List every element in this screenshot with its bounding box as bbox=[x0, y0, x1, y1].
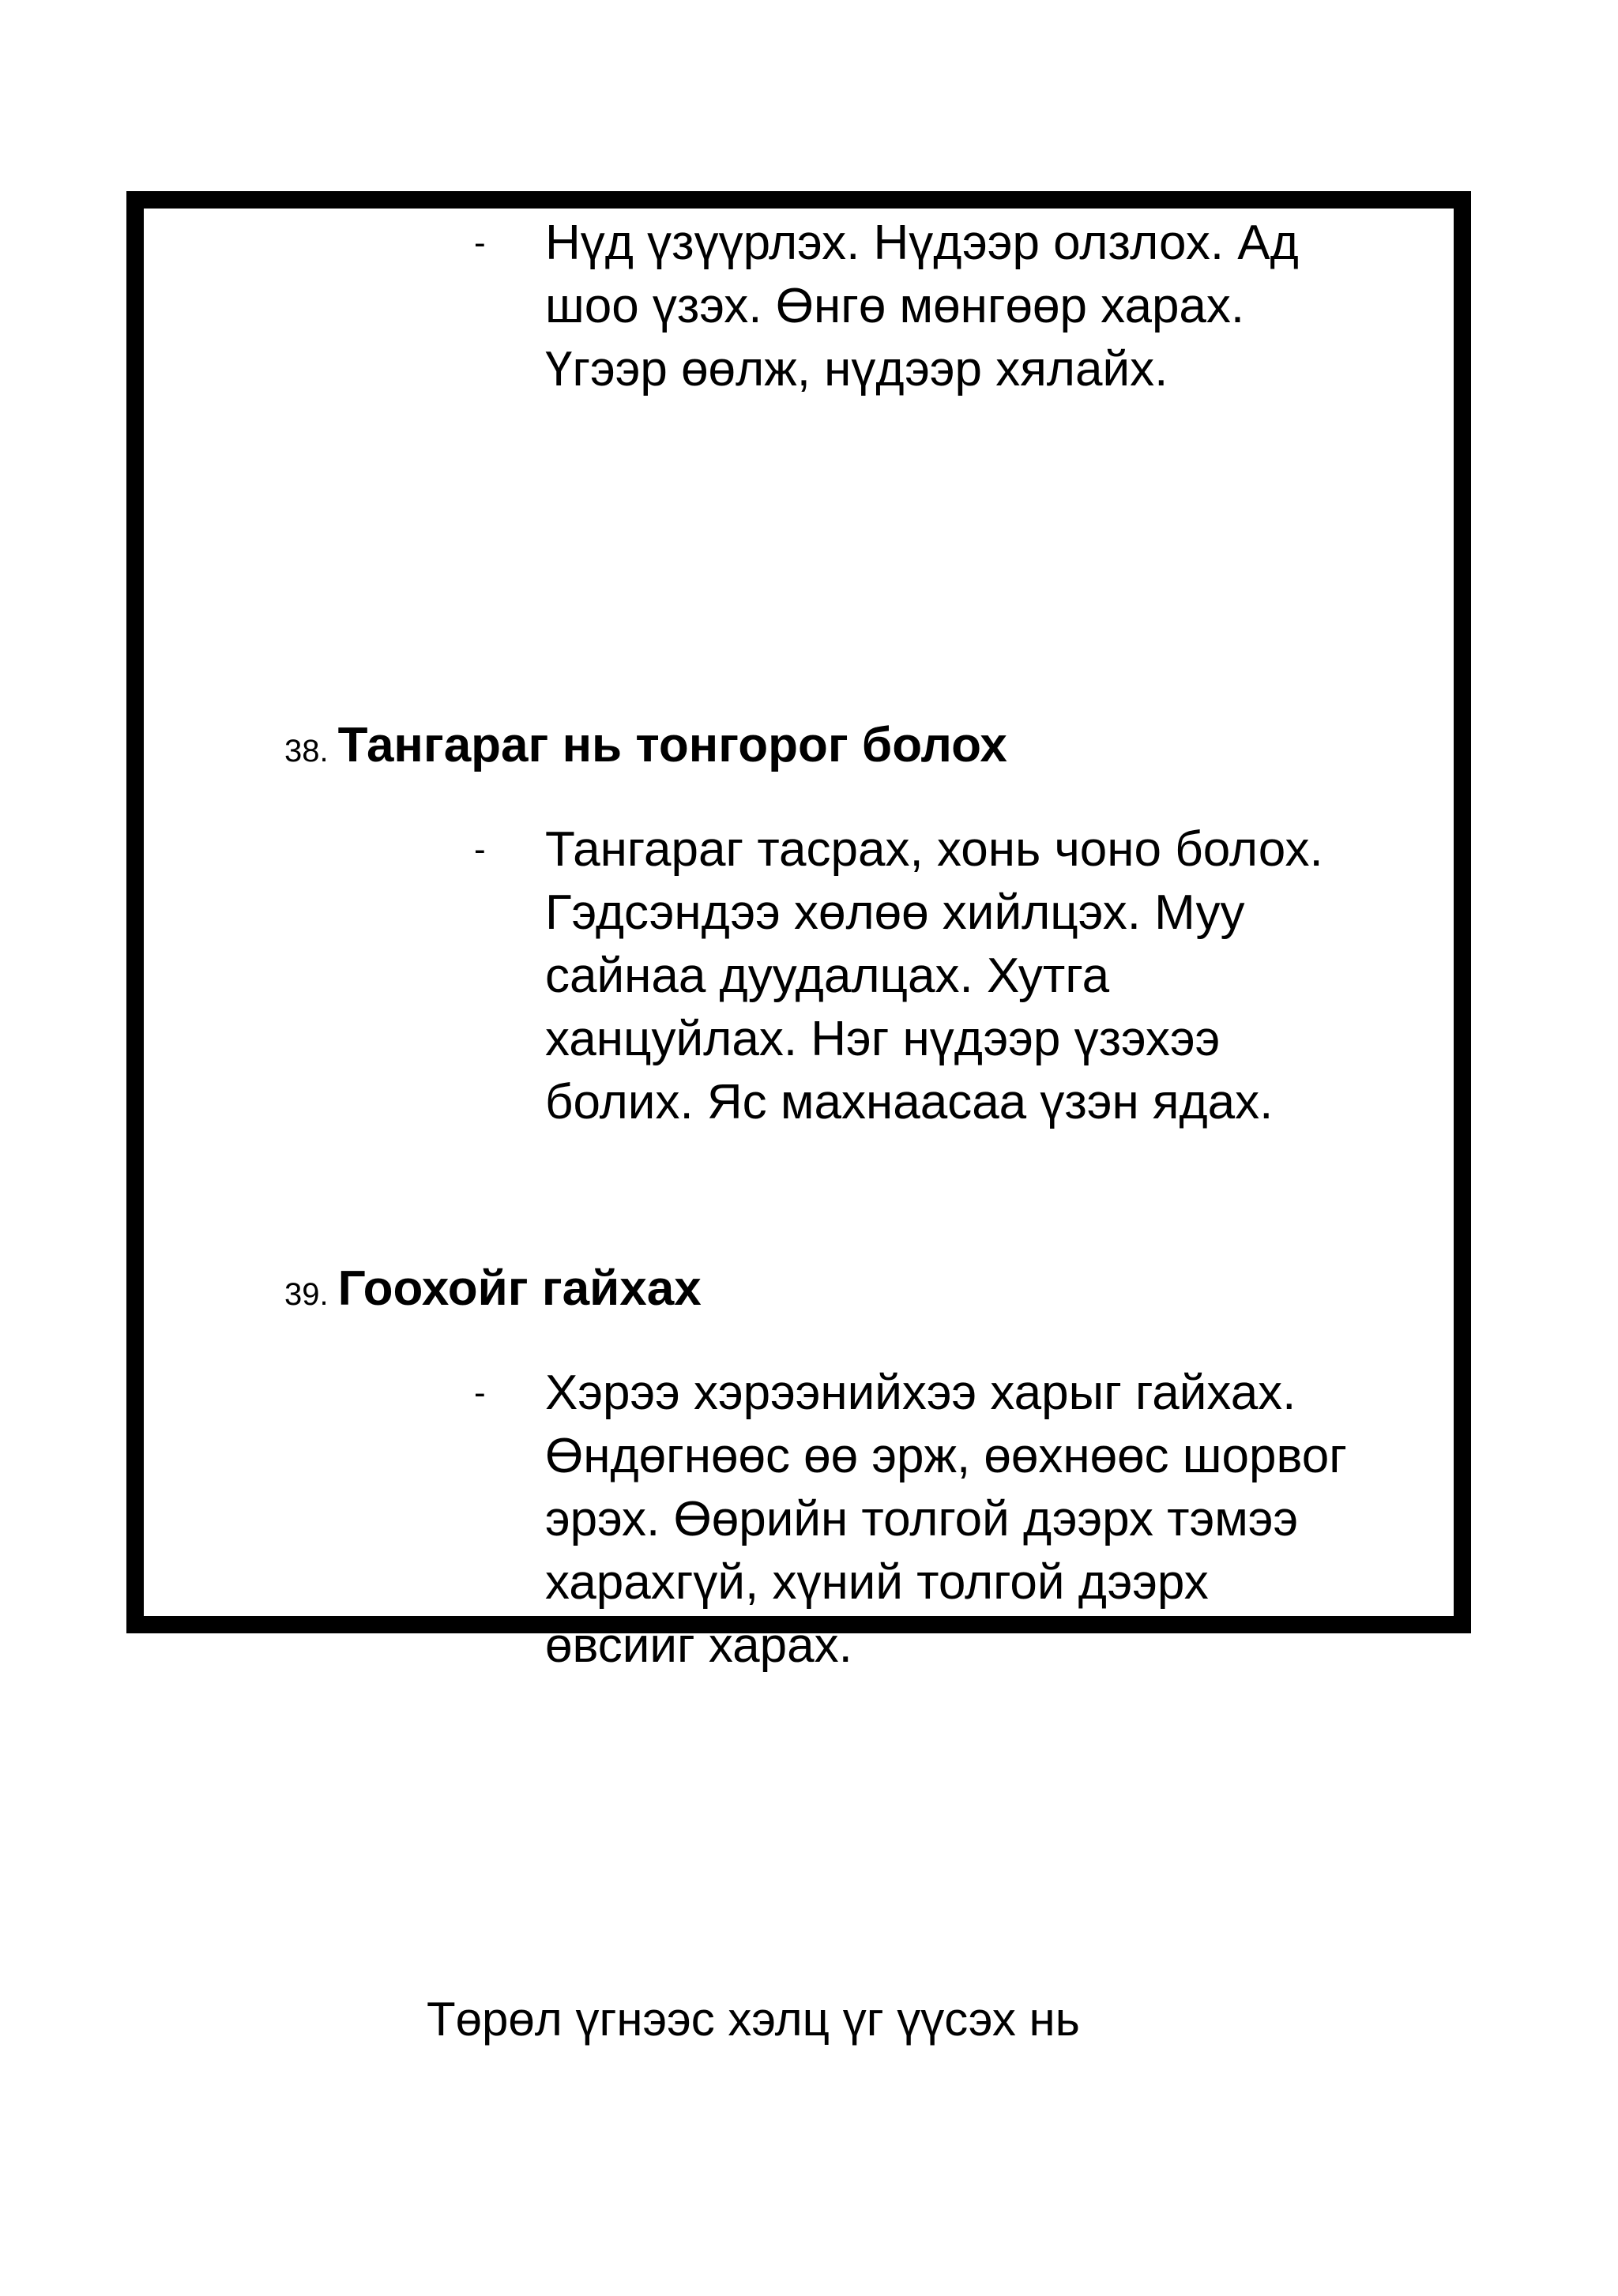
bullet-item-39 bbox=[474, 1362, 1469, 1678]
bullet-line: Гэдсэндээ хөлөө хийлцэх. Муу bbox=[545, 885, 1245, 940]
bullet-dash: - bbox=[474, 1373, 486, 1412]
bullet-item-1 bbox=[474, 212, 1469, 401]
bullet-line: Өндөгнөөс өө эрж, өөхнөөс шорвог bbox=[545, 1429, 1347, 1483]
section-title: Гоохойг гайхах bbox=[337, 1261, 702, 1316]
bullet-line: өвсийг харах. bbox=[545, 1618, 852, 1673]
bullet-line: Нүд үзүүрлэх. Нүдээр олзлох. Ад bbox=[545, 216, 1299, 270]
page-footer-caption: Төрөл үгнээс хэлц үг үүсэх нь bbox=[427, 1993, 1080, 2046]
bullet-line: Үгээр өөлж, нүдээр хялайх. bbox=[545, 342, 1168, 396]
section-heading-39 bbox=[284, 1261, 702, 1317]
section-number: 39. bbox=[284, 1277, 329, 1312]
bullet-dash: - bbox=[474, 224, 486, 262]
bullet-line: Тангараг тасрах, хонь чоно болох. bbox=[545, 822, 1323, 877]
bullet-line: шоо үзэх. Өнгө мөнгөөр харах. bbox=[545, 279, 1245, 333]
bullet-line: эрэх. Өөрийн толгой дээрх тэмээ bbox=[545, 1492, 1299, 1546]
bullet-line: сайнаа дуудалцах. Хутга bbox=[545, 949, 1110, 1003]
section-number: 38. bbox=[284, 734, 329, 768]
bullet-line: ханцуйлах. Нэг нүдээр үзэхээ bbox=[545, 1012, 1221, 1066]
bullet-line: Хэрээ хэрээнийхээ харыг гайхах. bbox=[545, 1366, 1296, 1420]
section-title: Тангараг нь тонгорог болох bbox=[337, 718, 1007, 772]
bullet-text bbox=[545, 1362, 1469, 1678]
bullet-text bbox=[545, 212, 1469, 401]
bullet-text bbox=[545, 818, 1469, 1134]
bullet-line: болих. Яс махнаасаа үзэн ядах. bbox=[545, 1075, 1274, 1129]
bullet-line: харахгүй, хүний толгой дээрх bbox=[545, 1555, 1209, 1610]
bullet-dash: - bbox=[474, 830, 486, 869]
bullet-item-38 bbox=[474, 818, 1469, 1134]
section-heading-38 bbox=[284, 717, 1007, 773]
